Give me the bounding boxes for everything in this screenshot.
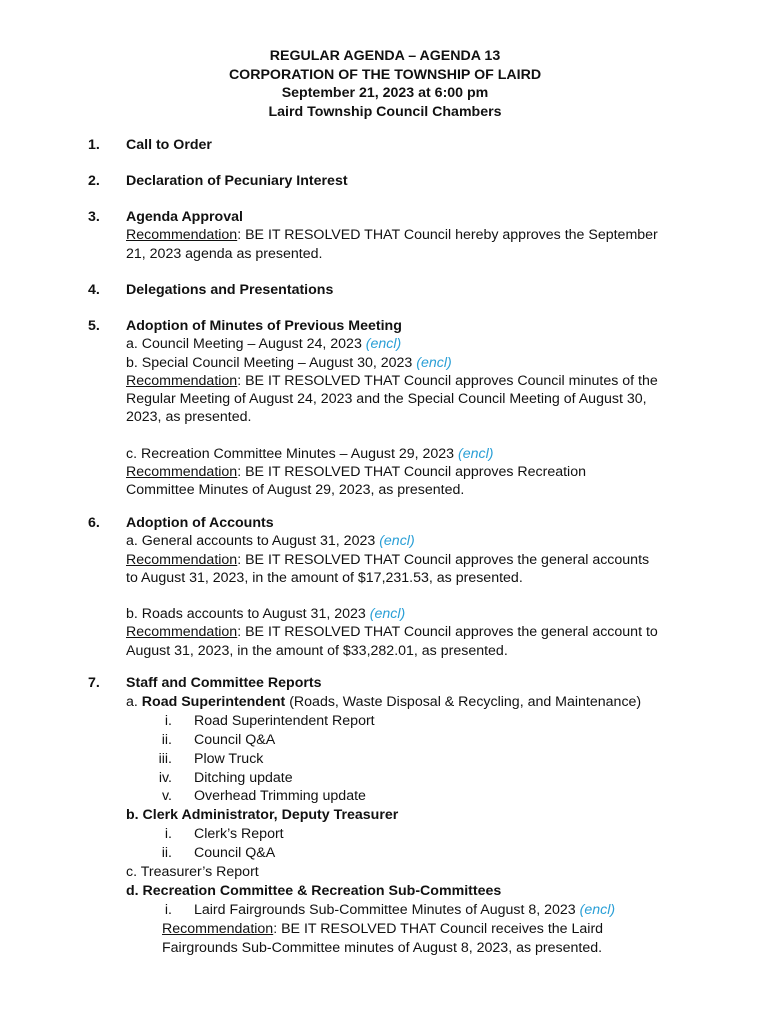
recommendation-label: Recommendation [162,920,274,937]
item-title: Delegations and Presentations [126,282,334,298]
item-title: Agenda Approval [126,209,243,225]
subitem-b-i: i. Clerk’s Report [164,826,284,843]
recommendation-label: Recommendation [126,464,238,481]
enclosure-marker: (encl) [579,901,616,918]
recommendation-label: Recommendation [126,227,238,244]
item-title: Declaration of Pecuniary Interest [126,173,348,189]
recommendation-text: Regular Meeting of August 24, 2023 and the Special Council Meeting of August 30, [126,391,647,408]
subitem-a-iv: iv. Ditching update [158,769,293,786]
subitem-a: a. General accounts to August 31, 2023 (encl) [126,533,415,550]
enclosure-marker: (encl) [416,354,452,371]
recommendation-label: Recommendation [126,551,238,568]
recommendation-label: Recommendation [126,372,238,389]
item-number: 3. [88,209,100,225]
item-number: 2. [88,173,100,189]
recommendation-text: to August 31, 2023, in the amount of $17,231.53, as presented. [126,569,523,586]
recommendation: Recommendation: BE IT RESOLVED THAT Council hereby approves the September [126,227,658,244]
item-title: Adoption of Accounts [126,515,274,531]
subitem-a: a. Council Meeting – August 24, 2023 (encl) [126,336,402,353]
recommendation-label: Recommendation [126,624,238,641]
recommendation-text: August 31, 2023, in the amount of $33,282.01, as presented. [126,642,508,659]
recommendation-text: Fairgrounds Sub-Committee minutes of August 8, 2023, as presented. [162,939,603,956]
subitem-a-ii: ii. Council Q&A [161,731,276,748]
recommendation: Recommendation: BE IT RESOLVED THAT Council receives the Laird [162,920,604,937]
item-number: 1. [88,137,100,153]
item-title: Adoption of Minutes of Previous Meeting [126,318,402,334]
enclosure-marker: (encl) [369,606,406,623]
header-date: September 21, 2023 at 6:00 pm [281,85,489,101]
recommendation: Recommendation: BE IT RESOLVED THAT Council approves Recreation [126,464,586,481]
enclosure-marker: (encl) [365,336,402,353]
subitem-d: d. Recreation Committee & Recreation Sub-Committees [126,882,502,899]
item-number: 6. [88,515,100,531]
subitem-b-ii: ii. Council Q&A [161,845,276,862]
subitem-c: c. Recreation Committee Minutes – August 29, 2023 (encl) [126,445,494,462]
agenda-header [0,47,770,121]
road-superintendent-label: Road Superintendent [141,693,286,710]
header-title: REGULAR AGENDA – AGENDA 13 [269,48,501,64]
item-title: Staff and Committee Reports [126,675,322,691]
item-title: Call to Order [126,137,212,153]
subitem-d-i: i. Laird Fairgrounds Sub-Committee Minutes of August 8, 2023 (encl) [164,901,616,918]
subitem-a-iii: iii. Plow Truck [158,750,264,767]
subitem-a: a. Road Superintendent (Roads, Waste Disposal & Recycling, and Maintenance) [126,693,642,710]
subitem-b: b. Clerk Administrator, Deputy Treasurer [126,807,399,824]
item-number: 4. [88,282,100,298]
header-corporation: CORPORATION OF THE TOWNSHIP OF LAIRD [228,66,542,83]
recommendation-text: 21, 2023 agenda as presented. [126,245,323,262]
subitem-b: b. Roads accounts to August 31, 2023 (encl) [126,606,406,623]
recommendation: Recommendation: BE IT RESOLVED THAT Council approves the general account to [126,624,658,641]
recommendation-text: 2023, as presented. [126,409,252,426]
item-number: 5. [88,318,100,334]
subitem-c: c. Treasurer’s Report [126,864,259,881]
subitem-a-i: i. Road Superintendent Report [164,712,375,729]
recommendation: Recommendation: BE IT RESOLVED THAT Council approves the general accounts [126,551,650,568]
recommendation-text: Committee Minutes of August 29, 2023, as presented. [126,482,465,499]
item-number: 7. [88,675,100,691]
subitem-a-v: v. Overhead Trimming update [162,788,366,805]
header-location: Laird Township Council Chambers [268,103,502,120]
recommendation: Recommendation: BE IT RESOLVED THAT Council approves Council minutes of the [126,372,658,389]
subitem-b: b. Special Council Meeting – August 30, 2023 (encl) [126,354,452,371]
enclosure-marker: (encl) [379,533,415,550]
enclosure-marker: (encl) [458,445,494,462]
